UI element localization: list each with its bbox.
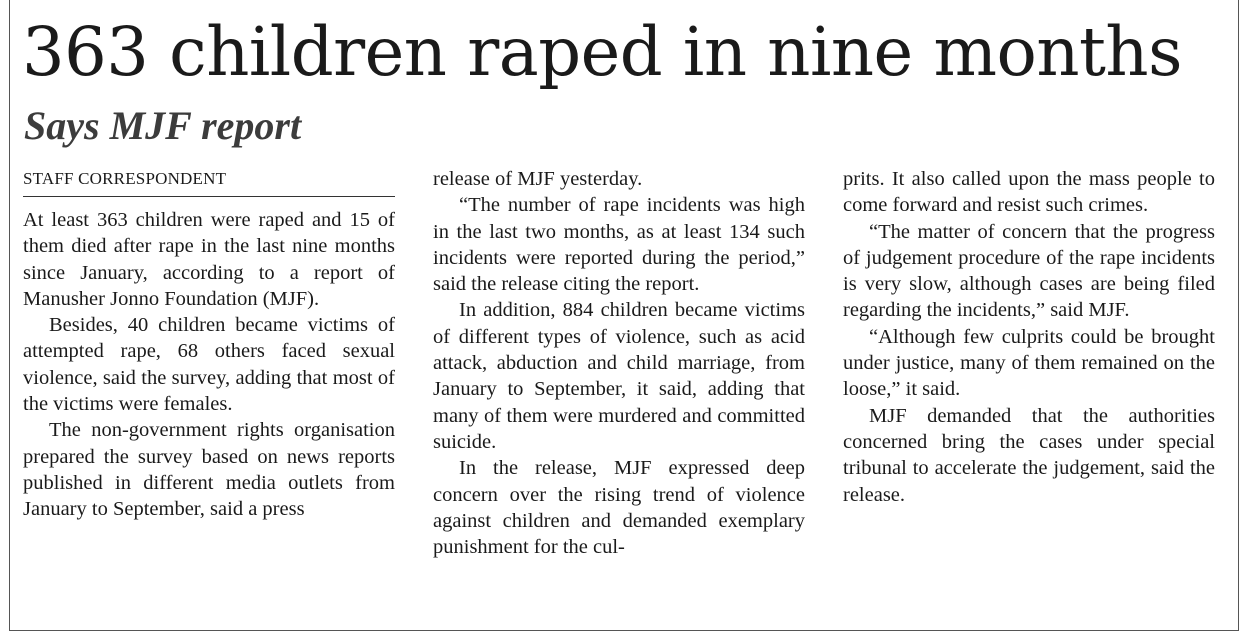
paragraph: “The number of rape incidents was high in the last two months, as at least 134 such incidents were reported during the period,” said the release citing the report. bbox=[433, 194, 805, 296]
article-column-1 bbox=[23, 168, 395, 523]
subheadline: Says MJF report bbox=[24, 103, 302, 148]
paragraph: release of MJF yesterday. bbox=[433, 168, 643, 190]
paragraph: prits. It also called upon the mass people to come forward and resist such crimes. bbox=[843, 168, 1215, 217]
article-column-2 bbox=[433, 166, 805, 560]
paragraph: At least 363 children were raped and 15 of them died after rape in the last nine months since January, according to a report of Manusher Jonno Foundation (MJF). bbox=[23, 209, 395, 310]
headline: 363 children raped in nine months bbox=[22, 13, 1182, 91]
frame-bottom-rule bbox=[9, 630, 1239, 631]
paragraph: “The matter of concern that the progress of judgement procedure of the rape incidents is very slow, although cases are being filed regarding the incidents,” said MJF. bbox=[843, 220, 1215, 322]
frame-left-rule bbox=[9, 0, 10, 630]
paragraph: MJF demanded that the authorities concerned bring the cases under special tribunal to accelerate the judgement, said the release. bbox=[843, 404, 1215, 506]
paragraph: The non-government rights organisation prepared the survey based on news reports published in different media outlets from January to September, said a press bbox=[23, 419, 395, 521]
paragraph: “Although few culprits could be brought under justice, many of them remained on the loose,” it said. bbox=[843, 325, 1215, 401]
article-column-3 bbox=[843, 166, 1215, 508]
frame-right-rule bbox=[1238, 0, 1239, 630]
paragraph: Besides, 40 children became victims of attempted rape, 68 others faced sexual violence, said the survey, adding that most of the victims were females. bbox=[23, 314, 395, 416]
byline: STAFF CORRESPONDENT bbox=[23, 168, 395, 197]
paragraph: In addition, 884 children became victims of different types of violence, such as acid attack, abduction and child marriage, from January to September, it said, adding that many of them were murdered and committed suicide. bbox=[433, 299, 805, 453]
paragraph: In the release, MJF expressed deep concern over the rising trend of violence against children and demanded exemplary punishment for the cul- bbox=[433, 457, 805, 559]
